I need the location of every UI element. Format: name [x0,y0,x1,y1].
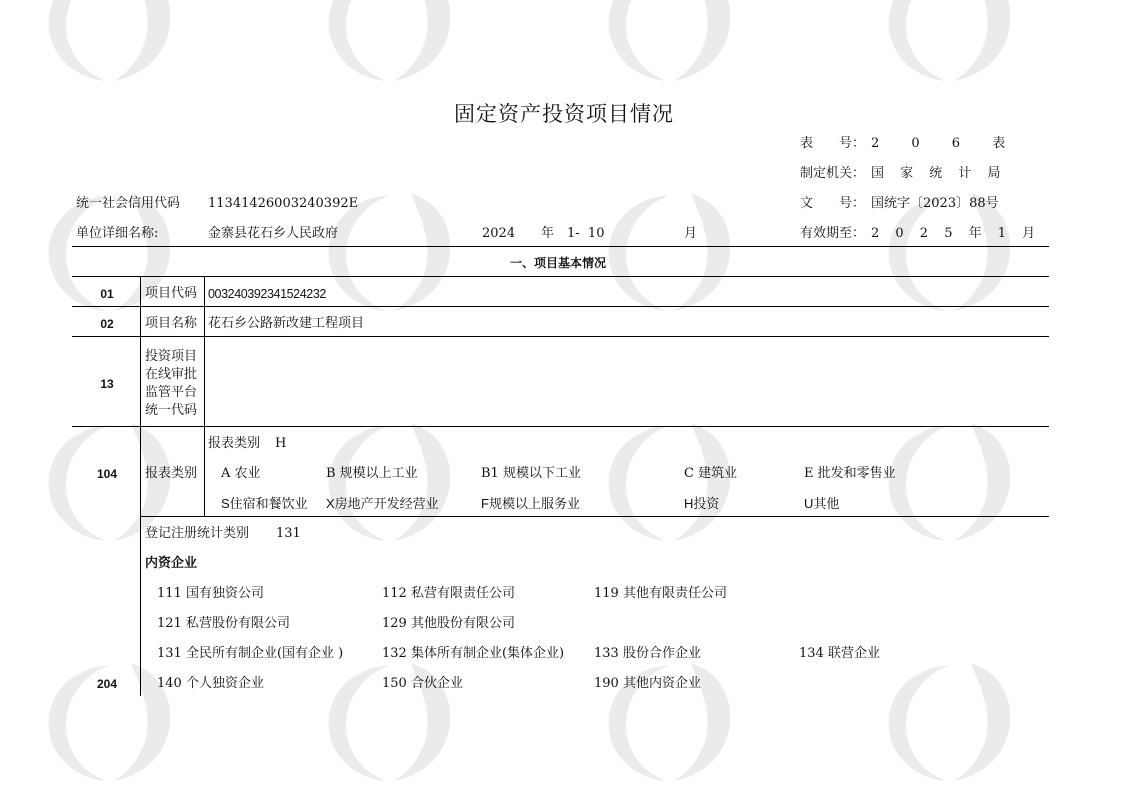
crescent-logo-icon [49,423,171,541]
credit-code-value: 11341426003240392E [208,196,359,211]
crescent-logo-icon [889,423,1011,541]
crescent-logo-icon [609,193,731,311]
crescent-logo-icon [329,423,451,541]
column-divider [204,276,205,516]
row-divider [72,276,1049,277]
project-code-label: 项目代码 [145,286,198,301]
row-divider [72,426,1049,427]
report-year: 2024 [482,226,516,241]
project-name-value: 花石乡公路新改建工程项目 [208,316,365,331]
form-no-label: 表 号： [800,136,866,151]
doc-no-label: 文 号： [800,196,866,211]
row-number: 104 [96,467,118,481]
category-option: U其他 [804,496,840,511]
project-name-label: 项目名称 [145,316,198,331]
report-category-inner-label: 报表类别 [208,436,261,451]
registration-option: 111 国有独资公司 [157,586,264,601]
platform-code-label-line: 在线审批 [145,367,198,382]
category-option: B 规模以上工业 [326,466,418,481]
form-no-value: 2 0 6 表 [871,136,1020,151]
platform-code-label-line: 监管平台 [145,385,198,400]
report-category-label: 报表类别 [145,466,198,481]
category-option: A 农业 [221,466,261,481]
unit-name-value: 金寨县花石乡人民政府 [208,226,339,241]
domestic-enterprise-heading: 内资企业 [145,556,198,571]
registration-option: 132 集体所有制企业(集体企业) [382,646,565,661]
registration-option: 121 私营股份有限公司 [157,616,290,631]
report-month-range: 1- 10 [567,226,605,241]
registration-option: 129 其他股份有限公司 [382,616,515,631]
crescent-logo-icon [329,0,451,81]
unit-name-label: 单位详细名称: [76,226,159,241]
registration-option: 119 其他有限责任公司 [594,586,727,601]
registration-option: 190 其他内资企业 [594,676,701,691]
row-divider [72,306,1049,307]
category-option: X房地产开发经营业 [326,496,439,511]
report-category-value: H [275,436,287,451]
valid-until-label: 有效期至： [800,226,866,241]
registration-type-value: 131 [276,526,301,541]
row-number: 204 [96,677,118,691]
row-divider [72,336,1049,337]
doc-no-value: 国统字〔2023〕88号 [871,196,999,211]
crescent-logo-icon [889,0,1011,81]
row-number: 01 [100,287,114,301]
crescent-logo-icon [609,423,731,541]
project-code-value: 003240392341524232 [208,287,326,301]
platform-code-label-line: 投资项目 [145,349,198,364]
table-top-border [72,246,1049,247]
registration-option: 134 联营企业 [799,646,880,661]
registration-option: 131 全民所有制企业(国有企业 ) [157,646,344,661]
registration-option: 112 私营有限责任公司 [382,586,515,601]
authority-label: 制定机关： [800,166,866,181]
category-option: H投资 [684,496,720,511]
category-option: F规模以上服务业 [481,496,580,511]
column-divider [140,276,141,696]
crescent-logo-icon [609,0,731,81]
valid-until-value: 2 0 2 5 年 1 月 [871,226,1042,241]
row-number: 02 [100,317,114,331]
platform-code-label-line: 统一代码 [145,403,198,418]
category-option: C 建筑业 [684,466,738,481]
registration-option: 140 个人独资企业 [157,676,264,691]
report-year-unit: 年 [541,226,555,241]
crescent-logo-icon [889,663,1011,781]
crescent-logo-icon [49,0,171,81]
section-heading: 一、项目基本情况 [510,256,607,270]
row-divider [140,516,1049,517]
registration-option: 150 合伙企业 [382,676,463,691]
authority-value: 国 家 统 计 局 [871,166,1007,181]
credit-code-label: 统一社会信用代码 [76,196,181,211]
document-title: 固定资产投资项目情况 [454,102,674,126]
category-option: S住宿和餐饮业 [221,496,308,511]
registration-option: 133 股份合作企业 [594,646,701,661]
report-month-unit: 月 [684,226,698,241]
category-option: E 批发和零售业 [804,466,896,481]
category-option: B1 规模以下工业 [481,466,581,481]
row-number: 13 [100,377,114,391]
registration-type-label: 登记注册统计类别 [145,526,250,541]
